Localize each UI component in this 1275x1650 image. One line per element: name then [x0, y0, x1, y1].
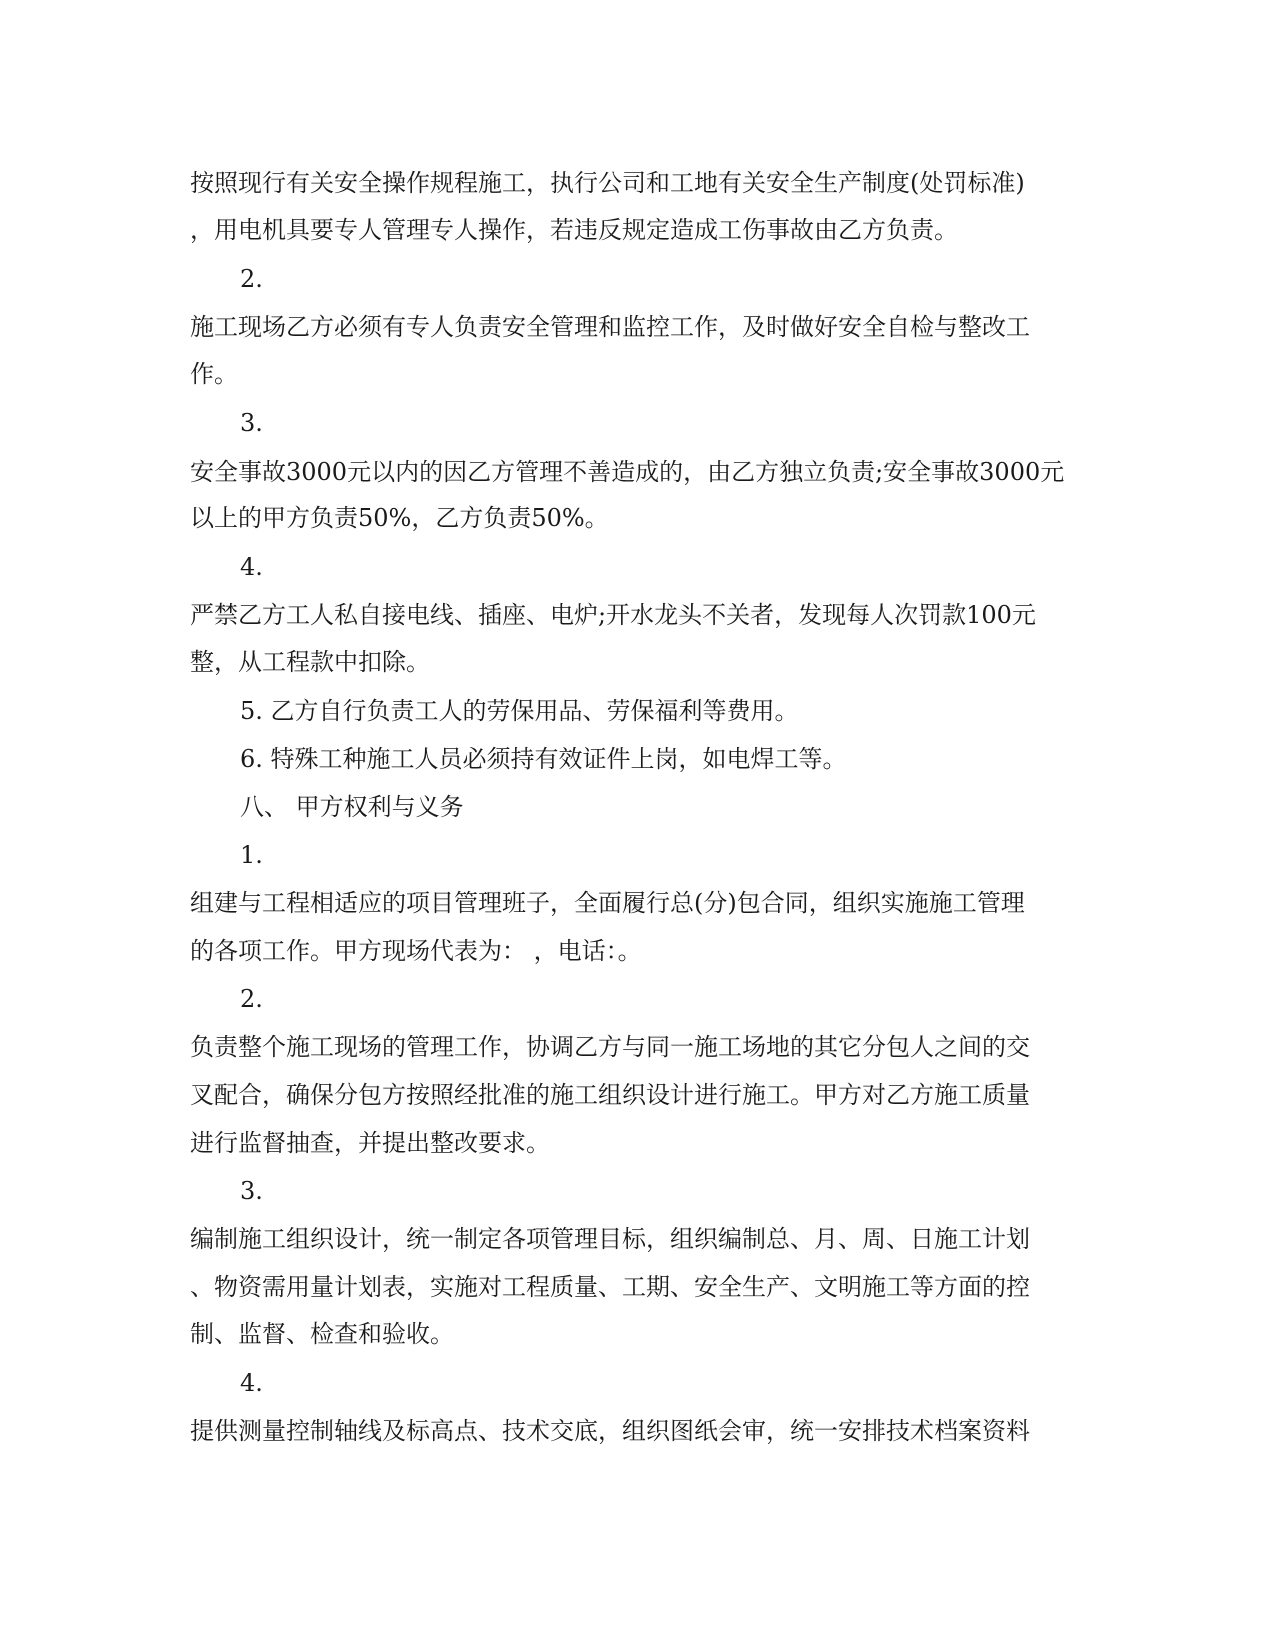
text-line: 整，从工程款中扣除。 — [190, 648, 430, 676]
item-number: 1. — [240, 841, 263, 869]
text-line: 按照现行有关安全操作规程施工，执行公司和工地有关安全生产制度(处罚标准) — [190, 169, 1025, 197]
text-line: 作。 — [190, 360, 238, 388]
text-line: 以上的甲方负责50%，乙方负责50%。 — [190, 504, 609, 532]
text-line: 负责整个施工现场的管理工作，协调乙方与同一施工场地的其它分包人之间的交 — [190, 1033, 1030, 1061]
text-line: 进行监督抽查，并提出整改要求。 — [190, 1129, 550, 1157]
text-line: 安全事故3000元以内的因乙方管理不善造成的，由乙方独立负责;安全事故3000元 — [190, 458, 1065, 486]
text-line: 提供测量控制轴线及标高点、技术交底，组织图纸会审，统一安排技术档案资料 — [190, 1417, 1030, 1445]
text-line: ，用电机具要专人管理专人操作，若违反规定造成工伤事故由乙方负责。 — [190, 216, 958, 244]
text-line: 、物资需用量计划表，实施对工程质量、工期、安全生产、文明施工等方面的控 — [190, 1273, 1030, 1301]
list-item: 5. 乙方自行负责工人的劳保用品、劳保福利等费用。 — [240, 697, 799, 725]
item-number: 2. — [240, 985, 263, 1013]
item-number: 3. — [240, 1177, 263, 1205]
item-number: 4. — [240, 553, 263, 581]
text-line: 施工现场乙方必须有专人负责安全管理和监控工作，及时做好安全自检与整改工 — [190, 313, 1030, 341]
list-item: 6. 特殊工种施工人员必须持有效证件上岗，如电焊工等。 — [240, 745, 847, 773]
item-number: 2. — [240, 265, 263, 293]
text-line: 制、监督、检查和验收。 — [190, 1320, 454, 1348]
text-line: 叉配合，确保分包方按照经批准的施工组织设计进行施工。甲方对乙方施工质量 — [190, 1081, 1030, 1109]
text-line: 的各项工作。甲方现场代表为： ，电话：。 — [190, 937, 642, 965]
text-line: 组建与工程相适应的项目管理班子，全面履行总(分)包合同，组织实施施工管理 — [190, 889, 1025, 917]
item-number: 3. — [240, 409, 263, 437]
item-number: 4. — [240, 1369, 263, 1397]
section-heading: 八、 甲方权利与义务 — [240, 793, 464, 821]
text-line: 严禁乙方工人私自接电线、插座、电炉;开水龙头不关者，发现每人次罚款100元 — [190, 601, 1036, 629]
text-line: 编制施工组织设计，统一制定各项管理目标，组织编制总、月、周、日施工计划 — [190, 1225, 1030, 1253]
